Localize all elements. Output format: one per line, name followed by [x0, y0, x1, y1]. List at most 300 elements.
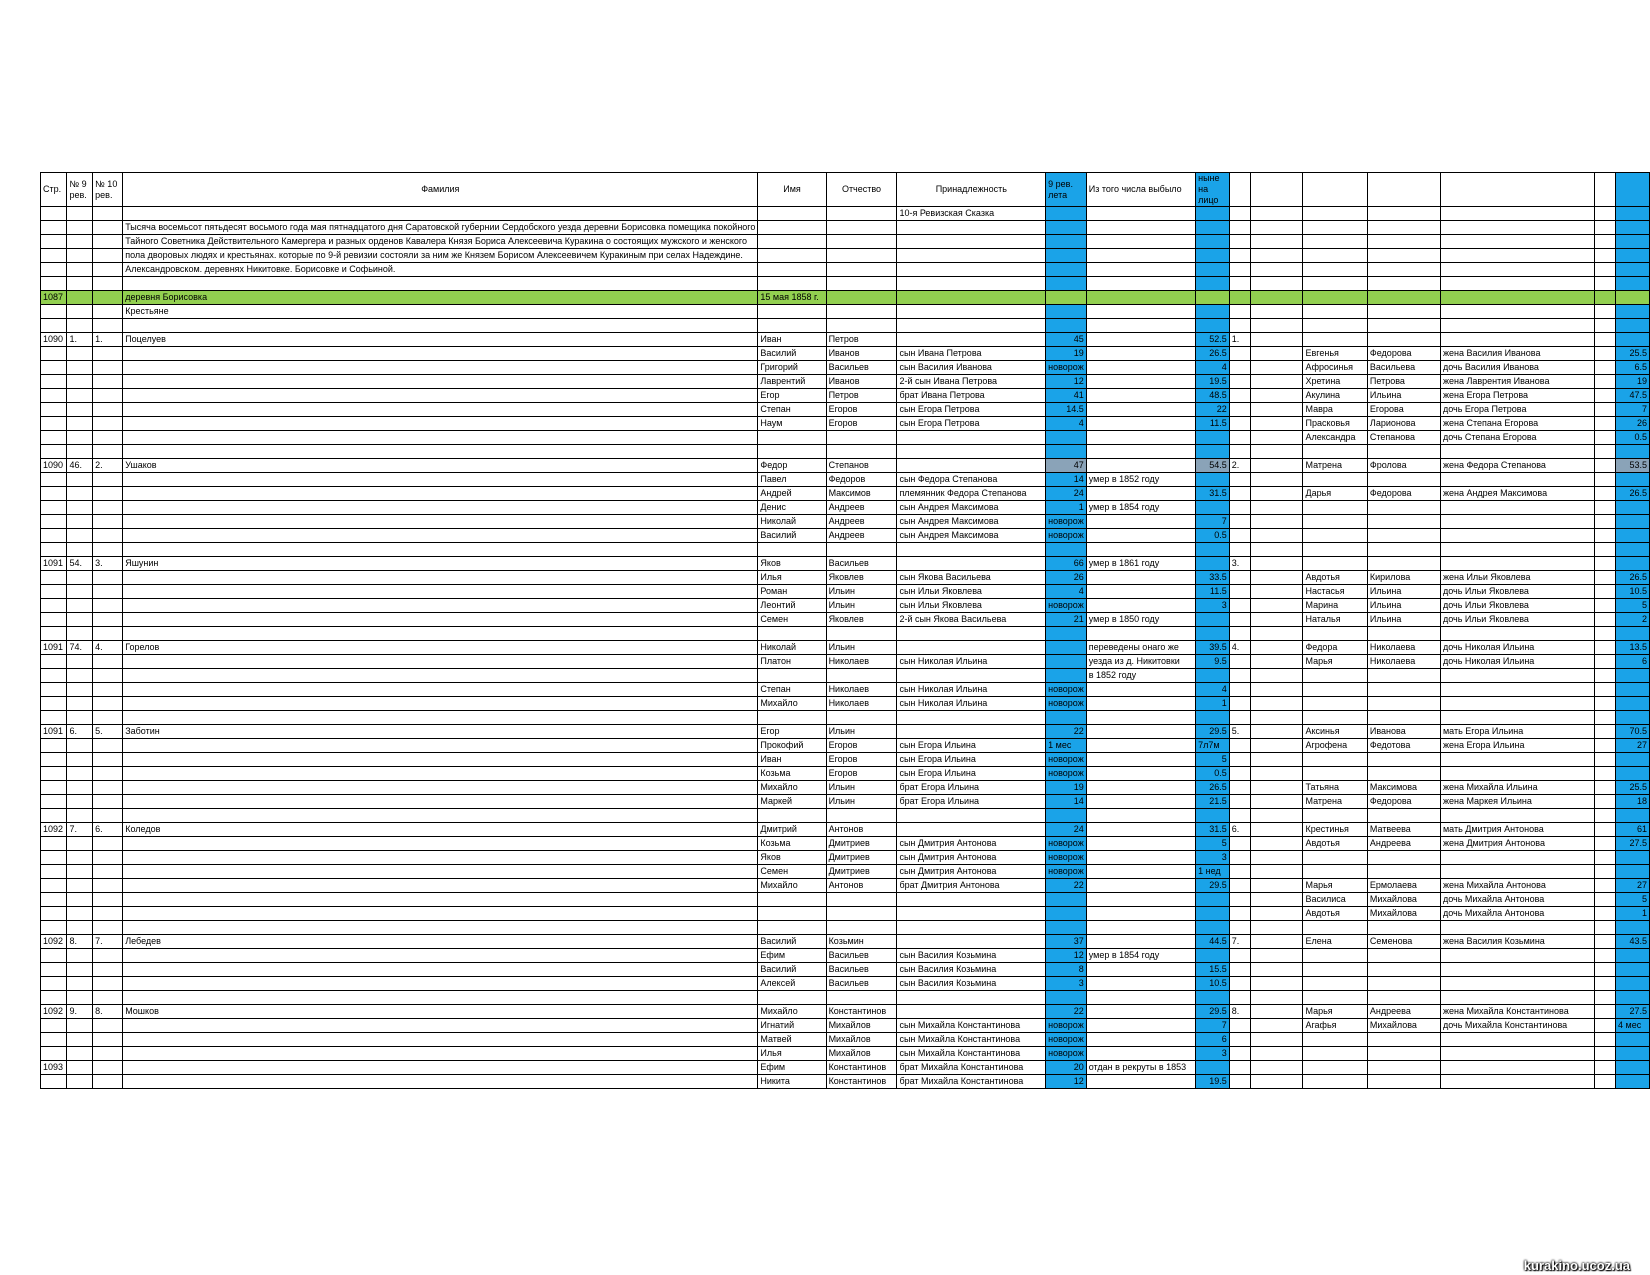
page-number	[41, 655, 67, 669]
belonging	[897, 823, 1046, 837]
family-number	[1229, 641, 1251, 655]
age-now-text: 29.5	[1209, 726, 1227, 736]
left-out-note	[1086, 963, 1195, 977]
belonging-text: сын Якова Васильева	[899, 572, 991, 582]
female-name	[1303, 1019, 1367, 1033]
female-belonging-text: жена Василия Иванова	[1442, 348, 1541, 358]
female-belonging	[1440, 361, 1594, 375]
age-now-text: 54.5	[1209, 460, 1227, 470]
female-belonging	[1440, 1033, 1594, 1047]
female-age	[1616, 641, 1650, 655]
table-row	[41, 347, 1650, 361]
belonging	[897, 1005, 1046, 1019]
name	[758, 1019, 826, 1033]
patronymic	[826, 893, 897, 907]
name	[758, 949, 826, 963]
female-age	[1616, 403, 1650, 417]
left-out-note	[1086, 725, 1195, 739]
female-patronymic	[1367, 977, 1440, 991]
female-belonging	[1440, 459, 1594, 473]
rev9-number	[67, 1019, 93, 1033]
age-now-text: 39.5	[1209, 642, 1227, 652]
age-rev9	[1046, 865, 1087, 879]
female-patronymic	[1367, 963, 1440, 977]
left-out-note	[1086, 1061, 1195, 1075]
name	[758, 1047, 826, 1061]
age-now-text: 31.5	[1209, 824, 1227, 834]
family-number	[1229, 431, 1251, 445]
female-patronymic	[1367, 501, 1440, 515]
female-patronymic-text: Матвеева	[1369, 824, 1411, 834]
village-name	[123, 291, 758, 305]
patronymic	[826, 557, 897, 571]
female-name-text: Наталья	[1305, 614, 1341, 624]
female-name	[1303, 389, 1367, 403]
family-number	[1229, 739, 1251, 753]
female-age	[1616, 935, 1650, 949]
surname	[123, 697, 758, 711]
female-name	[1303, 613, 1367, 627]
name	[758, 613, 826, 627]
rev10-number	[93, 977, 123, 991]
female-name	[1303, 669, 1367, 683]
name-text: Павел	[760, 474, 787, 484]
female-belonging	[1440, 1019, 1594, 1033]
rev9-number	[67, 823, 93, 837]
age-rev9	[1046, 487, 1087, 501]
female-patronymic	[1367, 361, 1440, 375]
female-name	[1303, 865, 1367, 879]
female-belonging	[1440, 613, 1594, 627]
name	[758, 361, 826, 375]
table-row	[41, 361, 1650, 375]
patronymic	[826, 1075, 897, 1089]
surname	[123, 1019, 758, 1033]
female-name	[1303, 501, 1367, 515]
surname	[123, 949, 758, 963]
female-age-text: 26.5	[1629, 572, 1647, 582]
rev10-number	[93, 753, 123, 767]
female-age	[1616, 1019, 1650, 1033]
patronymic	[826, 725, 897, 739]
rev9-number	[67, 431, 93, 445]
age-rev9	[1046, 1019, 1087, 1033]
age-now	[1196, 907, 1230, 921]
surname	[123, 557, 758, 571]
female-name	[1303, 599, 1367, 613]
belonging-text: сын Василия Иванова	[899, 362, 992, 372]
age-now-text: 44.5	[1209, 936, 1227, 946]
left-out-note	[1086, 375, 1195, 389]
female-name	[1303, 907, 1367, 921]
surname	[123, 977, 758, 991]
page-number	[41, 557, 67, 571]
rev9-number-text: 46.	[69, 460, 82, 470]
female-age	[1616, 501, 1650, 515]
female-patronymic	[1367, 851, 1440, 865]
left-out-note	[1086, 403, 1195, 417]
patronymic	[826, 781, 897, 795]
belonging	[897, 655, 1046, 669]
name	[758, 1033, 826, 1047]
family-number	[1229, 403, 1251, 417]
female-patronymic-text: Ларионова	[1369, 418, 1416, 428]
rev9-number	[67, 347, 93, 361]
age-now	[1196, 347, 1230, 361]
family-number	[1229, 613, 1251, 627]
age-now-text: 21.5	[1209, 796, 1227, 806]
female-name-text: Марина	[1305, 600, 1339, 610]
age-now-text: 52.5	[1209, 334, 1227, 344]
female-patronymic	[1367, 375, 1440, 389]
patronymic	[826, 655, 897, 669]
left-out-note	[1086, 669, 1195, 683]
patronymic	[826, 935, 897, 949]
age-now	[1196, 697, 1230, 711]
surname	[123, 655, 758, 669]
rev10-number	[93, 1047, 123, 1061]
surname	[123, 473, 758, 487]
name	[758, 781, 826, 795]
female-patronymic-text: Андреева	[1369, 838, 1411, 848]
family-number	[1229, 1019, 1251, 1033]
rev9-number	[67, 333, 93, 347]
age-rev9-text: новорож	[1048, 698, 1084, 708]
age-rev9	[1046, 697, 1087, 711]
female-name	[1303, 459, 1367, 473]
belonging-text: племянник Федора Степанова	[899, 488, 1027, 498]
name	[758, 823, 826, 837]
intro-line-text: Александровском. деревнях Никитовке. Борисовке и Софьиной.	[125, 264, 396, 274]
female-age	[1616, 823, 1650, 837]
age-now-text: 1	[1221, 698, 1227, 708]
family-number	[1229, 949, 1251, 963]
female-age-text: 27	[1636, 740, 1647, 750]
age-now-text: 6	[1221, 1034, 1227, 1044]
belonging-text: сын Федора Степанова	[899, 474, 998, 484]
belonging	[897, 697, 1046, 711]
rev9-number	[67, 529, 93, 543]
left-out-note	[1086, 795, 1195, 809]
rev9-number	[67, 361, 93, 375]
left-out-note	[1086, 935, 1195, 949]
age-rev9-text: 12	[1073, 950, 1084, 960]
female-name	[1303, 557, 1367, 571]
rev9-number	[67, 641, 93, 655]
female-patronymic	[1367, 599, 1440, 613]
rev10-number	[93, 879, 123, 893]
female-patronymic	[1367, 417, 1440, 431]
surname-text: Лебедев	[125, 936, 161, 946]
female-patronymic	[1367, 571, 1440, 585]
name-text: Иван	[760, 754, 782, 764]
surname	[123, 389, 758, 403]
rev9-number	[67, 487, 93, 501]
belonging-text: сын Ильи Яковлева	[899, 600, 982, 610]
age-rev9	[1046, 795, 1087, 809]
patronymic-text: Ильин	[828, 782, 855, 792]
belonging	[897, 431, 1046, 445]
intro-line	[123, 235, 758, 249]
rev9-number	[67, 963, 93, 977]
belonging-text: сын Егора Петрова	[899, 404, 980, 414]
left-out-note	[1086, 781, 1195, 795]
family-number	[1229, 865, 1251, 879]
surname	[123, 865, 758, 879]
family-number-text: 6.	[1231, 824, 1240, 834]
female-patronymic	[1367, 1075, 1440, 1089]
patronymic	[826, 1061, 897, 1075]
female-name	[1303, 949, 1367, 963]
age-rev9	[1046, 893, 1087, 907]
belonging-text: сын Егора Ильина	[899, 754, 976, 764]
belonging	[897, 375, 1046, 389]
village-name-text: деревня Борисовка	[125, 292, 208, 302]
rev9-number	[67, 375, 93, 389]
female-name-text: Марья	[1305, 880, 1333, 890]
rev10-number	[93, 1005, 123, 1019]
table-row	[41, 1033, 1650, 1047]
age-rev9-text: 22	[1073, 880, 1084, 890]
female-patronymic-text: Ильина	[1369, 586, 1402, 596]
rev9-number	[67, 781, 93, 795]
female-belonging	[1440, 739, 1594, 753]
patronymic	[826, 333, 897, 347]
age-now	[1196, 1019, 1230, 1033]
female-age-text: 7	[1641, 404, 1647, 414]
belonging-text: сын Егора Ильина	[899, 768, 976, 778]
family-number	[1229, 515, 1251, 529]
female-belonging	[1440, 487, 1594, 501]
family-number	[1229, 585, 1251, 599]
age-now	[1196, 501, 1230, 515]
female-belonging	[1440, 879, 1594, 893]
family-number	[1229, 501, 1251, 515]
female-age-text: 27.5	[1629, 838, 1647, 848]
female-name	[1303, 375, 1367, 389]
patronymic-text: Степанов	[828, 460, 869, 470]
rev9-number	[67, 837, 93, 851]
female-patronymic-text: Егорова	[1369, 404, 1404, 414]
surname	[123, 571, 758, 585]
name	[758, 431, 826, 445]
belonging	[897, 683, 1046, 697]
female-name-text: Матрена	[1305, 796, 1342, 806]
age-rev9	[1046, 669, 1087, 683]
name-text: Василий	[760, 530, 797, 540]
female-name	[1303, 851, 1367, 865]
age-now-text: 11.5	[1209, 418, 1227, 428]
female-age	[1616, 557, 1650, 571]
family-number	[1229, 361, 1251, 375]
age-rev9-text: 4	[1078, 418, 1084, 428]
family-number-text: 3.	[1231, 558, 1240, 568]
age-rev9-text: 3	[1078, 978, 1084, 988]
patronymic-text: Васильев	[828, 978, 869, 988]
watermark: kurakino.ucoz.ua	[1523, 1258, 1630, 1273]
name	[758, 851, 826, 865]
female-name-text: Аксинья	[1305, 726, 1340, 736]
table-row	[41, 739, 1650, 753]
patronymic	[826, 403, 897, 417]
page-number-text: 1090	[43, 334, 64, 344]
page-number	[41, 1005, 67, 1019]
age-rev9-text: новорож	[1048, 866, 1084, 876]
female-name-text: Александра	[1305, 432, 1356, 442]
patronymic-text: Ильин	[828, 726, 855, 736]
age-rev9	[1046, 431, 1087, 445]
rev10-number	[93, 739, 123, 753]
page-number	[41, 907, 67, 921]
patronymic	[826, 431, 897, 445]
age-rev9	[1046, 599, 1087, 613]
page-number	[41, 571, 67, 585]
female-patronymic-text: Николаева	[1369, 656, 1416, 666]
female-belonging-text: жена Михайла Антонова	[1442, 880, 1546, 890]
page-number	[41, 697, 67, 711]
patronymic-text: Николаев	[828, 698, 869, 708]
patronymic-text: Васильев	[828, 558, 869, 568]
category-row	[41, 305, 1650, 319]
female-age	[1616, 613, 1650, 627]
age-rev9-text: новорож	[1048, 1048, 1084, 1058]
page-number-text: 1091	[43, 558, 64, 568]
age-rev9	[1046, 1033, 1087, 1047]
header-str: Стр.	[41, 173, 67, 207]
surname	[123, 431, 758, 445]
age-rev9-text: 14.5	[1066, 404, 1084, 414]
female-patronymic	[1367, 473, 1440, 487]
belonging-text: сын Василия Козьмина	[899, 964, 997, 974]
age-rev9-text: новорож	[1048, 768, 1084, 778]
age-now	[1196, 1061, 1230, 1075]
table-row	[41, 697, 1650, 711]
family-number	[1229, 417, 1251, 431]
page-number	[41, 1061, 67, 1075]
age-rev9	[1046, 585, 1087, 599]
female-patronymic	[1367, 949, 1440, 963]
family-number-text: 5.	[1231, 726, 1240, 736]
female-name	[1303, 977, 1367, 991]
name	[758, 1061, 826, 1075]
female-patronymic	[1367, 403, 1440, 417]
female-belonging	[1440, 795, 1594, 809]
surname	[123, 963, 758, 977]
age-rev9-text: 22	[1073, 1006, 1084, 1016]
rev10-number	[93, 669, 123, 683]
patronymic	[826, 361, 897, 375]
female-belonging	[1440, 655, 1594, 669]
rev9-number	[67, 389, 93, 403]
female-age	[1616, 431, 1650, 445]
female-patronymic	[1367, 893, 1440, 907]
table-row	[41, 571, 1650, 585]
belonging-text: брат Михайла Константинова	[899, 1062, 1024, 1072]
name	[758, 417, 826, 431]
rev10-number	[93, 949, 123, 963]
name-text: Денис	[760, 502, 787, 512]
rev9-number	[67, 1005, 93, 1019]
belonging-text: сын Василия Козьмина	[899, 950, 997, 960]
female-belonging	[1440, 837, 1594, 851]
female-patronymic-text: Степанова	[1369, 432, 1415, 442]
family-number	[1229, 907, 1251, 921]
age-now	[1196, 725, 1230, 739]
age-rev9-text: 1 мес	[1048, 740, 1072, 750]
rev9-number	[67, 977, 93, 991]
age-rev9-text: 12	[1073, 1076, 1084, 1086]
table-row	[41, 977, 1650, 991]
female-age	[1616, 837, 1650, 851]
female-patronymic	[1367, 739, 1440, 753]
table-row	[41, 641, 1650, 655]
rev9-number	[67, 599, 93, 613]
belonging	[897, 907, 1046, 921]
table-row	[41, 1019, 1650, 1033]
left-out-note-text: отдан в рекруты в 1853	[1088, 1062, 1187, 1072]
page-number	[41, 725, 67, 739]
female-patronymic	[1367, 767, 1440, 781]
female-patronymic-text: Федотова	[1369, 740, 1411, 750]
table-row	[41, 767, 1650, 781]
page-number	[41, 893, 67, 907]
village-date	[758, 291, 826, 305]
rev9-number	[67, 1033, 93, 1047]
female-belonging	[1440, 725, 1594, 739]
female-age	[1616, 1075, 1650, 1089]
female-belonging	[1440, 1047, 1594, 1061]
age-rev9	[1046, 389, 1087, 403]
name-text: Козьма	[760, 768, 791, 778]
age-now	[1196, 361, 1230, 375]
age-rev9	[1046, 851, 1087, 865]
family-number	[1229, 963, 1251, 977]
rev9-number-text: 74.	[69, 642, 82, 652]
age-rev9-text: 4	[1078, 586, 1084, 596]
surname	[123, 613, 758, 627]
female-patronymic-text: Федорова	[1369, 796, 1412, 806]
left-out-note	[1086, 879, 1195, 893]
left-out-note	[1086, 585, 1195, 599]
patronymic	[826, 515, 897, 529]
page-number-text: 1093	[43, 1062, 64, 1072]
rev10-number-text: 7.	[95, 936, 103, 946]
female-patronymic	[1367, 1061, 1440, 1075]
blank-row	[41, 809, 1650, 823]
female-patronymic	[1367, 347, 1440, 361]
belonging	[897, 515, 1046, 529]
female-patronymic-text: Максимова	[1369, 782, 1417, 792]
belonging	[897, 669, 1046, 683]
category-label	[123, 305, 758, 319]
rev9-number	[67, 669, 93, 683]
female-age	[1616, 963, 1650, 977]
page-number-text: 1092	[43, 936, 64, 946]
female-name	[1303, 823, 1367, 837]
female-patronymic-text: Михайлова	[1369, 1020, 1417, 1030]
rev10-number	[93, 851, 123, 865]
patronymic-text: Дмитриев	[828, 866, 870, 876]
female-belonging	[1440, 823, 1594, 837]
female-name	[1303, 529, 1367, 543]
belonging	[897, 879, 1046, 893]
table-row	[41, 655, 1650, 669]
rev10-number	[93, 459, 123, 473]
family-number	[1229, 753, 1251, 767]
female-age-text: 25.5	[1629, 782, 1647, 792]
female-age	[1616, 739, 1650, 753]
belonging-text: сын Василия Козьмина	[899, 978, 997, 988]
